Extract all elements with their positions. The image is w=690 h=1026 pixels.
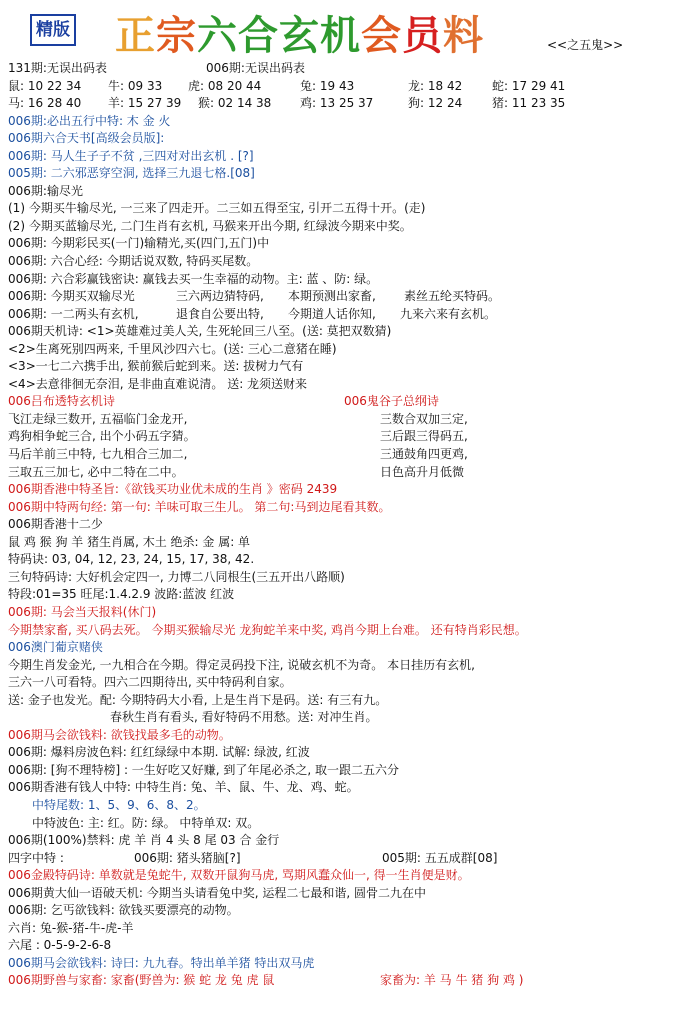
title-char: 六 bbox=[197, 12, 238, 59]
author-signature: <<之五鬼>> bbox=[547, 38, 624, 52]
text-line bbox=[8, 288, 684, 306]
text-content: 中特尾数: 1、5、9、6、8、2。 bbox=[32, 797, 206, 812]
text-line bbox=[8, 183, 684, 201]
zodiac-header-left: 131期:无误出码表 bbox=[8, 61, 107, 75]
zodiac-cell: 狗: 12 24 bbox=[408, 96, 463, 111]
zodiac-cell: 虎: 08 20 44 bbox=[188, 78, 262, 93]
text-line bbox=[8, 709, 684, 727]
text-line bbox=[8, 306, 684, 324]
text-content: 鼠 鸡 猴 狗 羊 猪生肖属, 木土 绝杀: 金 属: 单 bbox=[8, 534, 251, 549]
poem-titles bbox=[8, 393, 684, 411]
text-line bbox=[8, 341, 684, 359]
text-content: 六尾 : 0-5-9-2-6-8 bbox=[8, 938, 112, 953]
text-line bbox=[8, 727, 684, 745]
text-line bbox=[8, 902, 684, 920]
text-content: 本期预测出家畜, bbox=[288, 289, 376, 304]
poem-line: 三通鼓角四更鸡, bbox=[380, 447, 468, 462]
poem-row bbox=[8, 428, 684, 446]
text-line bbox=[8, 218, 684, 236]
text-line bbox=[8, 920, 684, 938]
text-line bbox=[8, 674, 684, 692]
zodiac-cell: 龙: 18 42 bbox=[408, 78, 463, 93]
zodiac-cell: 鼠: 10 22 34 bbox=[8, 78, 82, 93]
zodiac-cell: 鸡: 13 25 37 bbox=[300, 96, 374, 111]
text-line bbox=[8, 569, 684, 587]
section-title: 006期:输尽光 bbox=[8, 183, 83, 198]
text-line bbox=[8, 551, 684, 569]
title-char: 员 bbox=[402, 12, 443, 59]
tianshu-line: 005期: 二六邪恶穿空洞, 选择三九退七格.[08] bbox=[8, 166, 255, 181]
text-line bbox=[8, 376, 684, 394]
zodiac-cell: 羊: 15 27 39 bbox=[108, 96, 182, 111]
title-char: 会 bbox=[361, 12, 402, 59]
text-line bbox=[8, 200, 684, 218]
text-content: 九来六来有玄机。 bbox=[400, 306, 497, 321]
text-line bbox=[8, 622, 684, 640]
text-content: 006期: 六合彩赢钱密诀: 赢钱去买一生幸福的动物。主: 蓝 、防: 绿。 bbox=[8, 271, 379, 286]
text-line bbox=[8, 797, 684, 815]
text-line bbox=[8, 165, 684, 183]
text-content: 三句特码诗: 大好机会定四一, 力博二八同根生(三五开出八路顺) bbox=[8, 569, 345, 584]
text-content: 006期: 爆料房波色料: 红红绿绿中本期. 试解: 绿波, 红波 bbox=[8, 745, 310, 760]
text-content: 退食自公要出特, bbox=[176, 306, 264, 321]
text-line bbox=[8, 271, 684, 289]
title-char: 宗 bbox=[156, 12, 197, 59]
title-char: 机 bbox=[320, 12, 361, 59]
text-content: 送: 金子也发光。配: 今期特码大小看, 上是生肖下是码。送: 有三有九。 bbox=[8, 692, 388, 707]
text-line bbox=[8, 762, 684, 780]
text-content: 006期: 乞丐欲钱料: 欲钱买要漂亮的动物。 bbox=[8, 903, 239, 918]
text-content: 006期香港有钱人中特: 中特生肖: 兔、羊、鼠、牛、龙、鸡、蛇。 bbox=[8, 780, 359, 795]
text-line bbox=[8, 885, 684, 903]
section-title: 006期香港十二少 bbox=[8, 517, 103, 532]
page-header bbox=[0, 0, 690, 60]
text-line bbox=[8, 323, 684, 341]
text-content: 特码诀: 03, 04, 12, 23, 24, 15, 17, 38, 42. bbox=[8, 552, 255, 567]
text-content: 006期马会欲钱料: 诗曰: 九九春。特出单羊猪 特出双马虎 bbox=[8, 955, 315, 970]
text-line bbox=[8, 832, 684, 850]
text-line bbox=[8, 481, 684, 499]
lubu-poem-title: 006吕布透特玄机诗 bbox=[8, 394, 115, 409]
guiguzi-poem-title: 006鬼谷子总纲诗 bbox=[344, 394, 439, 409]
text-content: 今期禁家畜, 买八码去死。 今期买猴输尽光 龙狗蛇羊来中奖, 鸡肖今期上台难。 还有特肖彩民想。 bbox=[8, 622, 527, 637]
text-line bbox=[8, 235, 684, 253]
text-content: 六肖: 兔-猴-猪-牛-虎-羊 bbox=[8, 920, 134, 935]
five-elements-line: 006期:必出五行中特: 木 金 火 bbox=[8, 113, 171, 128]
poem-line: 鸡狗相争蛇三合, 出个小码五字猜。 bbox=[8, 429, 196, 444]
poem-row bbox=[8, 411, 684, 429]
text-line bbox=[8, 534, 684, 552]
text-content: 今期生肖发金光, 一九相合在今期。得定灵码投下注, 说破玄机不为奇。 本日挂历有玄机, bbox=[8, 657, 475, 672]
text-line bbox=[8, 516, 684, 534]
text-content: 006期黄大仙一语破天机: 今期当头请看兔中奖, 运程二七最和谐, 圆骨二九在中 bbox=[8, 885, 427, 900]
text-content: <2>生离死别四两来, 千里风沙四六七。(送: 三心二意猪在睡) bbox=[8, 341, 337, 356]
text-line bbox=[8, 253, 684, 271]
text-line bbox=[8, 937, 684, 955]
text-content: 006期天机诗: <1>英雄难过美人关, 生死轮回三八至。(送: 莫把双数猜) bbox=[8, 324, 392, 339]
text-line bbox=[8, 499, 684, 517]
zodiac-cell: 马: 16 28 40 bbox=[8, 96, 82, 111]
page-title bbox=[115, 4, 484, 61]
title-char: 合 bbox=[238, 12, 279, 59]
section-title: 006期: 马会当天报料(休门) bbox=[8, 604, 157, 619]
text-content: 特段:01=35 旺尾:1.4.2.9 波路:蓝波 红波 bbox=[8, 587, 235, 602]
text-content: 006期: 一二两头有玄机, bbox=[8, 306, 139, 321]
edition-badge: 精版 bbox=[30, 14, 76, 46]
zodiac-cell: 兔: 19 43 bbox=[300, 78, 355, 93]
text-line bbox=[8, 639, 684, 657]
text-line bbox=[8, 744, 684, 762]
hk-decree-line: 006期香港中特圣旨:《欲钱买功业优未成的生肖 》密码 2439 bbox=[8, 482, 338, 497]
text-line bbox=[8, 604, 684, 622]
tianshu-line: 006期: 马人生子子不贫 ,三四对对出玄机 . [?] bbox=[8, 148, 254, 163]
text-content: 006期野兽与家畜: 家畜(野兽为: 猴 蛇 龙 兔 虎 鼠 bbox=[8, 973, 275, 988]
text-content: 006期: 六合心经: 今期话说双数, 特码买尾数。 bbox=[8, 254, 259, 269]
text-line bbox=[8, 867, 684, 885]
zodiac-cell: 猪: 11 23 35 bbox=[492, 96, 566, 111]
text-content: (2) 今期买蓝输尽光, 二门生肖有玄机, 马猴来开出今期, 红绿波今期来中奖。 bbox=[8, 218, 412, 233]
text-content: 素丝五纶买特码。 bbox=[404, 289, 501, 304]
text-line bbox=[8, 815, 684, 833]
text-content: <4>去意徘徊无奈泪, 是非曲直难说清。 送: 龙须送财来 bbox=[8, 376, 308, 391]
section-title: 006澳门葡京赌侠 bbox=[8, 640, 103, 655]
poem-line: 马后羊前三中特, 七九相合三加二, bbox=[8, 447, 188, 462]
text-line bbox=[8, 586, 684, 604]
zodiac-table-header bbox=[8, 60, 684, 78]
text-content: 家畜为: 羊 马 牛 猪 狗 鸡 ) bbox=[380, 973, 524, 988]
text-content: 三六两边猜特码, bbox=[176, 289, 264, 304]
text-content: 005期: 五五成群[08] bbox=[382, 850, 498, 865]
poem-line: 三取五三加七, 必中二特在二中。 bbox=[8, 464, 184, 479]
zodiac-cell: 蛇: 17 29 41 bbox=[492, 78, 566, 93]
text-line bbox=[8, 130, 684, 148]
text-content: 三六一八可看特。四六二四期待出, 买中特码利自家。 bbox=[8, 675, 292, 690]
zodiac-row bbox=[8, 95, 684, 113]
title-char: 料 bbox=[443, 12, 484, 59]
poem-line: 三后跟三得码五, bbox=[380, 429, 468, 444]
text-content: 006期马会欲钱料: 欲钱找最多毛的动物。 bbox=[8, 727, 231, 742]
text-content: 中特波色: 主: 红。防: 绿。 中特单双: 双。 bbox=[32, 815, 260, 830]
text-line bbox=[8, 113, 684, 131]
text-line bbox=[8, 850, 684, 868]
document-body bbox=[8, 60, 684, 990]
text-content: (1) 今期买牛输尽光, 一三来了四走开。二三如五得至宝, 引开二五得十开。(走) bbox=[8, 201, 426, 216]
poem-row bbox=[8, 446, 684, 464]
text-content: 今期道人话你知, bbox=[288, 306, 376, 321]
poem-line: 三数合双加三定, bbox=[380, 411, 468, 426]
text-line bbox=[8, 657, 684, 675]
text-line bbox=[8, 148, 684, 166]
text-line bbox=[8, 779, 684, 797]
text-content: 006金殿特码诗: 单数就是兔蛇牛, 双数开鼠狗马虎, 骂期风蠢众仙一, 得一生肖便是财。 bbox=[8, 868, 470, 883]
zodiac-cell: 牛: 09 33 bbox=[108, 78, 163, 93]
poem-line: 日色高升月低微 bbox=[380, 464, 465, 479]
tianshu-title: 006期六合天书[高级会员版]: bbox=[8, 131, 165, 146]
text-line bbox=[8, 972, 684, 990]
text-line bbox=[8, 955, 684, 973]
title-char: 玄 bbox=[279, 12, 320, 59]
text-content: 006期(100%)禁料: 虎 羊 肖 4 头 8 尾 03 合 金行 bbox=[8, 833, 280, 848]
text-content: 006期: 猪头猪脑[?] bbox=[134, 850, 241, 865]
two-verse-line: 006期中特两句经: 第一句: 羊味可取三生儿。 第二句:马到边尾看其数。 bbox=[8, 499, 391, 514]
poem-line: 飞江走绿三数开, 五福临门金龙开, bbox=[8, 411, 188, 426]
title-char: 正 bbox=[115, 12, 156, 59]
zodiac-header-right: 006期:无误出码表 bbox=[206, 61, 305, 75]
text-line bbox=[8, 358, 684, 376]
text-content: 006期: 今期买双输尽光 bbox=[8, 289, 135, 304]
text-content: <3>一七二六携手出, 猴前猴后蛇到来。送: 拔树力气有 bbox=[8, 359, 304, 374]
text-content: 006期: 今期彩民买(一门)输精光,买(四门,五门)中 bbox=[8, 236, 270, 251]
text-content: 006期: [狗不理特榜] : 一生好吃又好赚, 到了年尾必杀之, 取一跟二五六分 bbox=[8, 762, 400, 777]
text-content: 四字中特 : bbox=[8, 850, 64, 865]
zodiac-cell: 猴: 02 14 38 bbox=[198, 96, 272, 111]
text-line bbox=[8, 692, 684, 710]
zodiac-row bbox=[8, 78, 684, 96]
text-content: 春秋生肖有看头, 看好特码不用愁。送: 对冲生肖。 bbox=[110, 710, 378, 725]
poem-row bbox=[8, 464, 684, 482]
